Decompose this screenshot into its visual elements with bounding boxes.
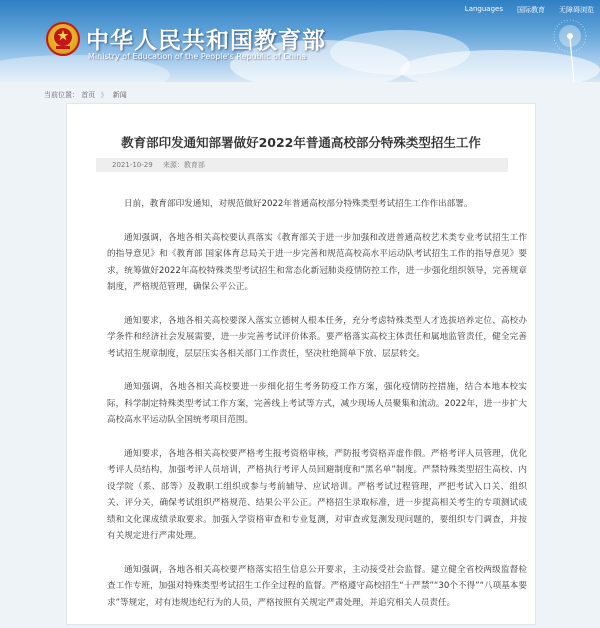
- article-source: 来源：教育部: [162, 161, 205, 169]
- article-card: [66, 103, 536, 625]
- breadcrumb-label: 当前位置：: [44, 91, 79, 99]
- site-title[interactable]: 中华人民共和国教育部: [86, 28, 326, 54]
- breadcrumb-home-link[interactable]: 首页: [81, 91, 96, 99]
- national-emblem-icon[interactable]: [46, 22, 80, 56]
- article-paragraph: 通知强调，各地各相关高校要严格落实招生信息公开要求，主动接受社会监督。建立健全省校两级监督检查工作专班，加强对特殊类型考试招生工作全过程的监督。严格遵守高校招生“十严禁”“30个不得”“八项基本要求”等规定，对有违规违纪行为的人员，严格按照有关规定严肃处理，并追究相关人员责任。: [107, 564, 527, 608]
- article-paragraph: 日前，教育部印发通知，对规范做好2022年普通高校部分特殊类型考试招生工作作出部署。: [124, 199, 473, 209]
- article-paragraph: 通知要求，各地各相关高校要严格考生报考资格审核，严防报考资格弄虚作假。严格考评人员管理，优化考评人员结构，加强考评人员培训，严格执行考评人员回避制度和“黑名单”制度。严禁特殊类型招生高校、内设学院（系、部等）及教职工组织或参与考前辅导、应试培训。严格考试过程管理，严把考试入口关、组织关、评分关，确保考试组织严格规范、结果公平公正。严格招生录取标准，进一步提高相关考生的专项测试成绩和文化课成绩录取要求。加强入学资格审查和专业复测，对审查或复测发现问题的，要组织专门调查，并按有关规定进行严肃处理。: [107, 448, 527, 541]
- breadcrumb-separator: 》: [100, 91, 108, 99]
- article-date: 2021-10-29: [112, 161, 153, 169]
- site-subtitle: Ministry of Education of the People's Republic of China: [88, 52, 307, 61]
- article-paragraph: 通知要求，各地各相关高校要深入落实立德树人根本任务，充分考虑特殊类型人才选拔培养定位、高校办学条件和经济社会发展需要，进一步完善考试评价体系。要严格落实高校主体责任和属地监管责任，健全完善考试招生规章制度，层层压实各相关部门工作责任，坚决杜绝简单下放、层层转交。: [107, 315, 527, 359]
- article-meta: [96, 158, 508, 172]
- breadcrumb: [44, 90, 127, 100]
- dandelion-icon: [540, 8, 600, 82]
- accessibility-link[interactable]: 无障碍浏览: [559, 6, 594, 14]
- international-education-link[interactable]: 国际教育: [517, 6, 545, 14]
- breadcrumb-news-link[interactable]: 新闻: [112, 91, 127, 99]
- article-paragraph: 通知强调，各地各相关高校要进一步细化招生考务防疫工作方案，强化疫情防控措施，结合本地本校实际，科学制定特殊类型考试工作方案，完善线上考试等方式，减少现场人员聚集和流动。2022年，进一步扩大高校高水平运动队全国统考项目范围。: [107, 382, 527, 425]
- article-paragraph: 通知强调，各地各相关高校要认真落实《教育部关于进一步加强和改进普通高校艺术类专业考试招生工作的指导意见》和《教育部 国家体育总局关于进一步完善和规范高校高水平运动队考试招生工作的指导意见》要求，统筹做好2022年高校特殊类型考试招生和常态化新冠肺炎疫情防控工作，进一步强化组织领导，完善规章制度，严格规范管理，确保公平公正。: [107, 232, 527, 292]
- top-links: [465, 5, 594, 15]
- article-body: [107, 196, 527, 628]
- site-header: [0, 0, 600, 82]
- languages-link[interactable]: Languages: [464, 5, 503, 13]
- article-title: 教育部印发通知部署做好2022年普通高校部分特殊类型招生工作: [121, 135, 481, 150]
